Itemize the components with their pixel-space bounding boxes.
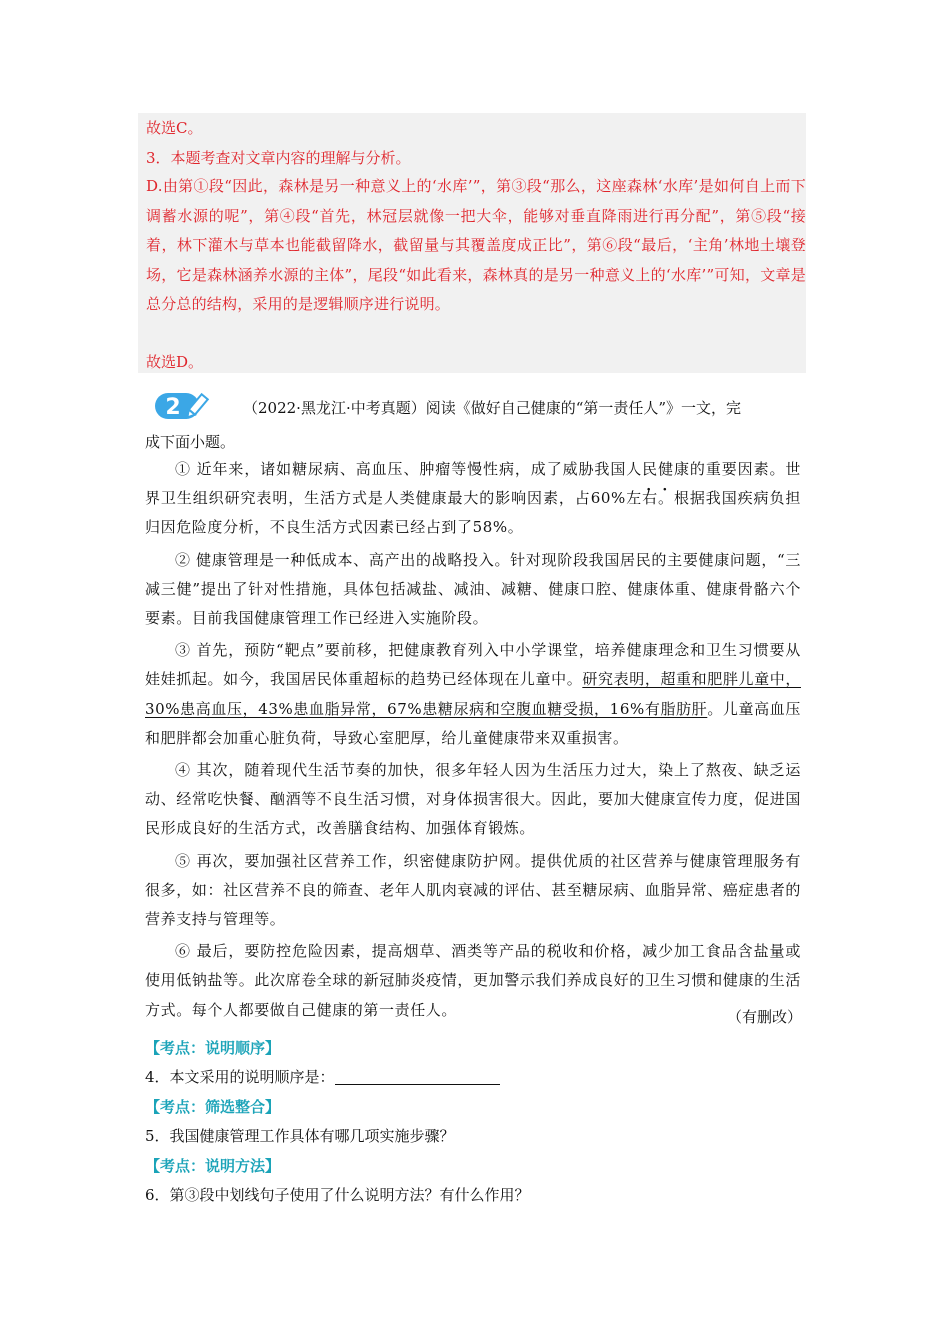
article-paragraph-5: ⑤ 再次，要加强社区营养工作，织密健康防护网。提供优质的社区营养与健康管理服务有很多，如：社区营养不良的筛查、老年人肌肉衰减的评估、甚至糖尿病、血脂异常、癌症患者的营养支持与管理等。 xyxy=(145,851,801,929)
answer-line-2: 3．本题考查对文章内容的理解与分析。 xyxy=(146,149,411,167)
pencil-badge-icon xyxy=(153,390,215,422)
question-source: （2022·黑龙江·中考真题）阅读《做好自己健康的“第一责任人”》一文，完 xyxy=(243,399,742,417)
article-paragraph-6: ⑥ 最后，要防控危险因素，提高烟草、酒类等产品的税收和价格，减少加工食品含盐量或使用低钠盐等。此次席卷全球的新冠肺炎疫情，更加警示我们养成良好的卫生习惯和健康的生活方式。每个人都要做自己健康的第一责任人。 xyxy=(145,942,801,1019)
answer-line-1: 故选C。 xyxy=(146,119,203,137)
article-paragraph-4: ④ 其次，随着现代生活节奏的加快，很多年轻人因为生活压力过大，染上了熬夜、缺乏运动、经常吃快餐、酗酒等不良生活习惯，对身体损害很大。因此，要加大健康宣传力度，促进国民形成良好的生活方式，改善膳食结构、加强体育锻炼。 xyxy=(145,761,801,838)
question-source-cont: 成下面小题。 xyxy=(145,433,236,451)
answer-box xyxy=(138,113,806,373)
answer-line-4: 故选D。 xyxy=(146,353,204,371)
question-6: 6．第③段中划线句子使用了什么说明方法？有什么作用？ xyxy=(145,1186,530,1204)
question-5: 5．我国健康管理工作具体有哪几项实施步骤？ xyxy=(145,1127,455,1145)
question-badge xyxy=(153,390,215,422)
article-paragraph-2: ② 健康管理是一种低成本、高产出的战略投入。针对现阶段我国居民的主要健康问题，“三减三健”提出了针对性措施，具体包括减盐、减油、减糖、健康口腔、健康体重、健康骨骼六个要素。目前我国健康管理工作已经进入实施阶段。 xyxy=(145,550,801,628)
topic-tag-filter: 【考点：筛选整合】 xyxy=(145,1098,281,1116)
emphasis-dot: 右 xyxy=(642,489,659,508)
edited-note: （有删改） xyxy=(726,1008,802,1026)
answer-explanation: D.由第①段“因此，森林是另一种意义上的‘水库’”，第③段“那么，这座森林‘水库’是如何自上而下调蓄水源的呢”，第④段“首先，林冠层就像一把大伞，能够对垂直降雨进行再分配”，第⑤段“接着，林下灌木与草本也能截留降水，截留量与其覆盖度成正比”，第⑥段“最后，‘主角’林地土壤登场，它是森林涵养水源的主体”，尾段“如此看来，森林真的是另一种意义上的‘水库’”可知，文章是总分总的结构，采用的是逻辑顺序进行说明。 xyxy=(146,177,806,314)
badge-number: 2 xyxy=(165,395,181,420)
emphasis-dot: 左 xyxy=(625,489,643,508)
article-paragraph-3: ③ 首先，预防“靶点”要前移，把健康教育列入中小学课堂，培养健康理念和卫生习惯要从娃娃抓起。如今，我国居民体重超标的趋势已经体现在儿童中。研究表明，超重和肥胖儿童中，30%患高血压，43%患血脂异常，67%患糖尿病和空腹血糖受损，16%有脂肪肝。儿童高血压和肥胖都会加重心脏负荷，导致心室肥厚，给儿童健康带来双重损害。 xyxy=(145,641,802,747)
article xyxy=(145,455,801,1025)
article-paragraph-1: ① 近年来，诸如糖尿病、高血压、肿瘤等慢性病，成了威胁我国人民健康的重要因素。世界卫生组织研究表明，生活方式是人类健康最大的影响因素，占60%左右。根据我国疾病负担归因危险度分析，不良生活方式因素已经占到了58%。 xyxy=(145,460,801,537)
underlined-sentence: 研究表明，超重和肥胖儿童中，30%患高血压，43%患血脂异常，67%患糖尿病和空腹血糖受损，16%有脂肪肝 xyxy=(145,670,801,718)
question-4: 4．本文采用的说明顺序是： xyxy=(145,1066,500,1087)
topic-tag-order: 【考点：说明顺序】 xyxy=(145,1039,281,1057)
topic-tag-method: 【考点：说明方法】 xyxy=(145,1157,281,1175)
answer-blank[interactable] xyxy=(335,1070,500,1085)
